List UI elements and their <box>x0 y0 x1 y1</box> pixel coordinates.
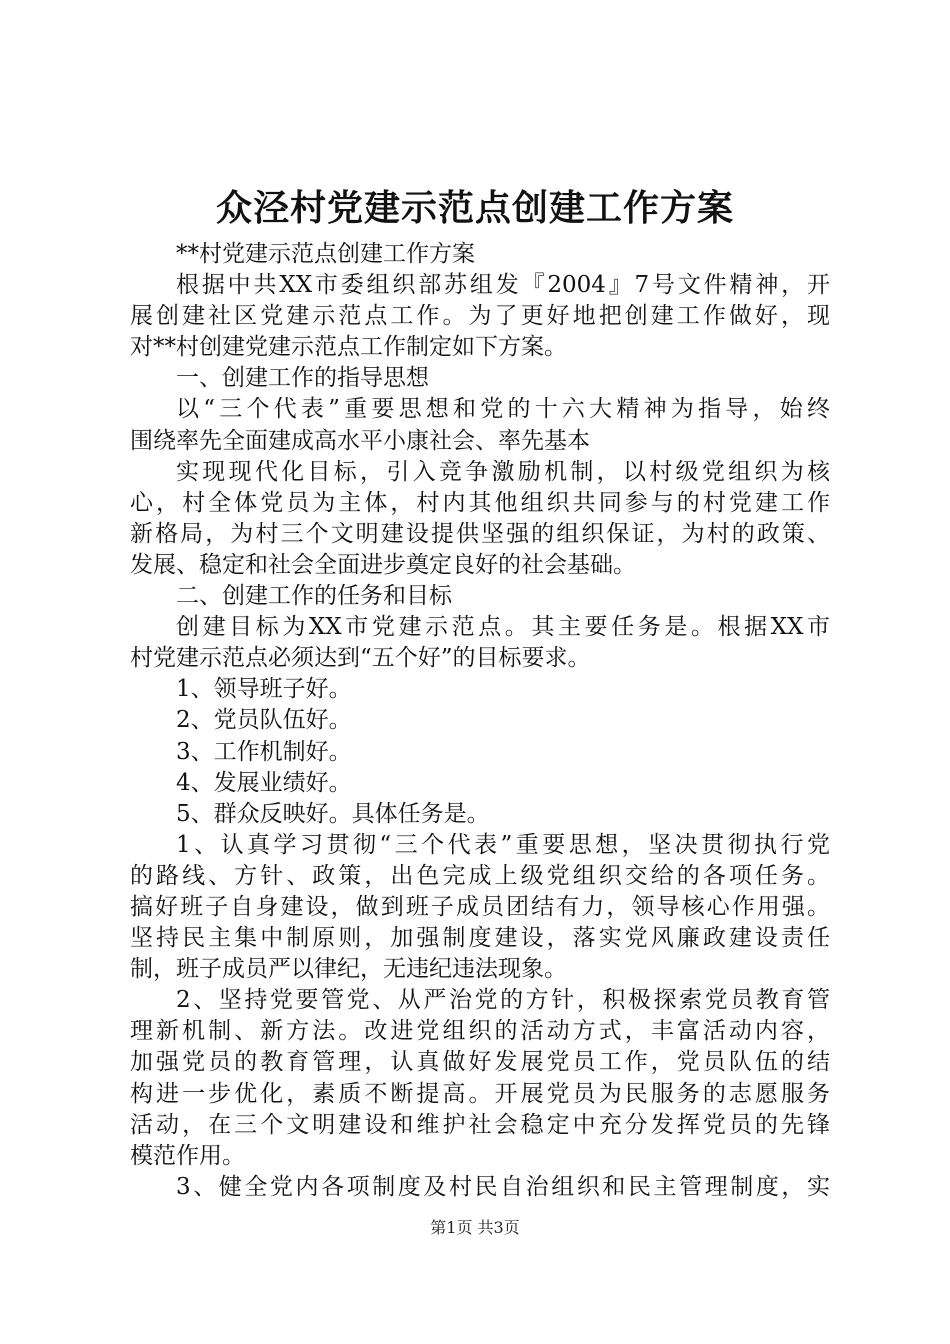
body-line: **村党建示范点创建工作方案 <box>176 241 475 267</box>
document-body <box>130 239 830 1203</box>
body-line: 坚持民主集中制原则，加强制度建设，落实党风廉政建设责任 <box>130 925 830 952</box>
body-line: 制，班子成员严以律纪，无违纪违法现象。 <box>130 956 567 983</box>
body-line: 村党建示范点必须达到“五个好”的目标要求。 <box>130 645 591 672</box>
page-footer: 第1页 共3页 <box>430 1218 520 1237</box>
body-line: 搞好班子自身建设，做到班子成员团结有力，领导核心作用强。 <box>130 893 830 920</box>
body-line: 以“三个代表”重要思想和党的十六大精神为指导，始终 <box>176 396 830 423</box>
body-line: 1、领导班子好。 <box>176 676 352 703</box>
body-line: 构进一步优化，素质不断提高。开展党员为民服务的志愿服务 <box>130 1080 830 1107</box>
body-line: 3、工作机制好。 <box>176 738 352 765</box>
body-line: 理新机制、新方法。改进党组织的活动方式，丰富活动内容， <box>130 1018 830 1045</box>
body-line: 活动，在三个文明建设和维护社会稳定中充分发挥党员的先锋 <box>130 1111 830 1138</box>
body-line: 2、党员队伍好。 <box>176 707 352 734</box>
body-line: 根据中共XX市委组织部苏组发『2004』7号文件精神，开 <box>176 272 830 299</box>
body-line: 1、认真学习贯彻“三个代表”重要思想，坚决贯彻执行党 <box>176 831 830 858</box>
body-line: 加强党员的教育管理，认真做好发展党员工作，党员队伍的结 <box>130 1049 830 1076</box>
body-line: 5、群众反映好。具体任务是。 <box>176 800 490 827</box>
body-line: 一、创建工作的指导思想 <box>176 365 429 392</box>
body-line: 3、健全党内各项制度及村民自治组织和民主管理制度，实 <box>176 1173 830 1200</box>
body-line: 二、创建工作的任务和目标 <box>176 583 452 610</box>
body-line: 4、发展业绩好。 <box>176 769 352 796</box>
body-line: 发展、稳定和社会全面进步奠定良好的社会基础。 <box>130 551 636 578</box>
body-line: 心，村全体党员为主体，村内其他组织共同参与的村党建工作 <box>130 489 830 516</box>
body-line: 对**村创建党建示范点工作制定如下方案。 <box>130 334 567 361</box>
document-title: 众泾村党建示范点创建工作方案 <box>215 187 734 229</box>
body-line: 新格局，为村三个文明建设提供坚强的组织保证，为村的政策、 <box>130 520 830 547</box>
body-line: 围绕率先全面建成高水平小康社会、率先基本 <box>130 427 590 454</box>
body-line: 模范作用。 <box>130 1142 245 1169</box>
body-line: 创建目标为XX市党建示范点。其主要任务是。根据XX市 <box>176 614 830 641</box>
body-line: 展创建社区党建示范点工作。为了更好地把创建工作做好，现 <box>130 303 830 330</box>
body-line: 实现现代化目标，引入竞争激励机制，以村级党组织为核 <box>176 458 830 485</box>
body-line: 的路线、方针、政策，出色完成上级党组织交给的各项任务。 <box>130 862 830 889</box>
body-line: 2、坚持党要管党、从严治党的方针，积极探索党员教育管 <box>176 987 830 1014</box>
